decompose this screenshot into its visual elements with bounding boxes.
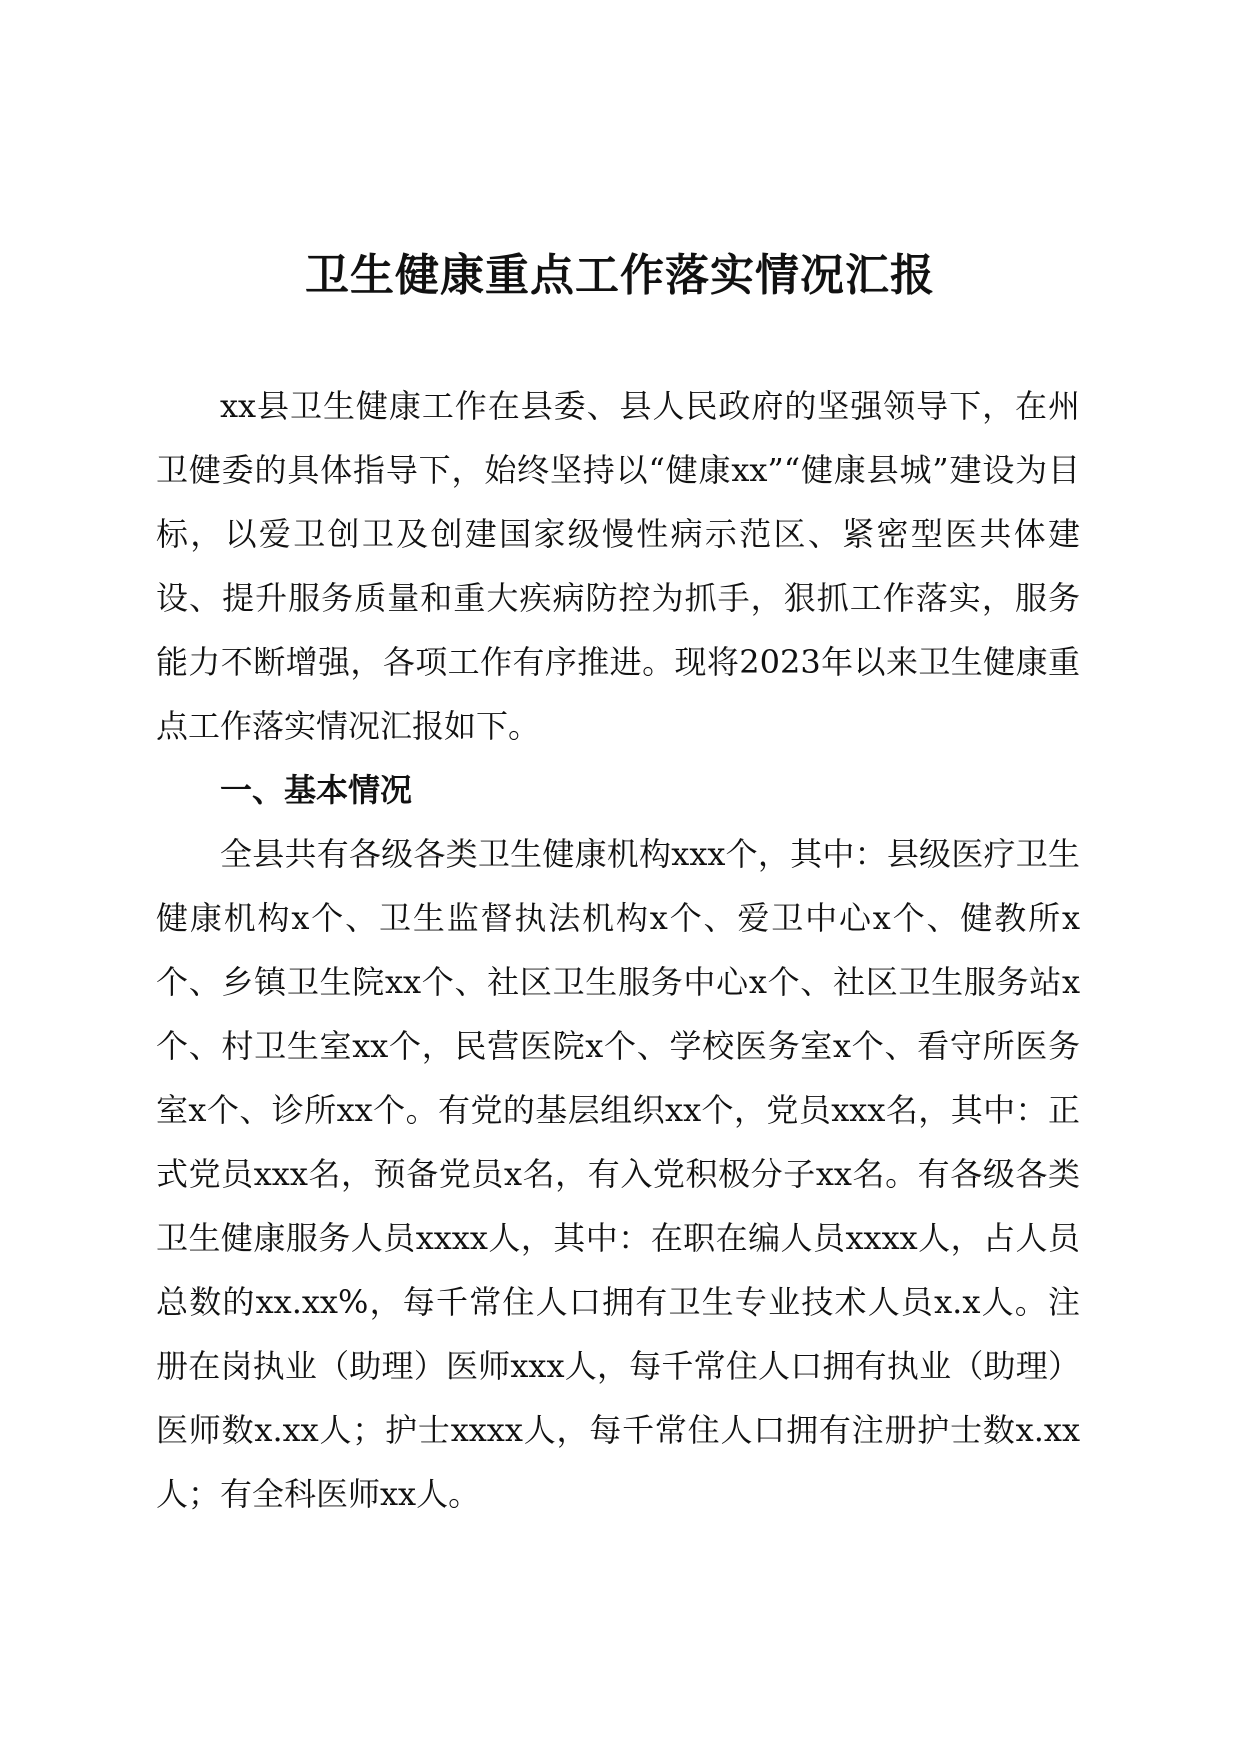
document-title: 卫生健康重点工作落实情况汇报 <box>305 250 935 301</box>
basic-situation-paragraph: 全县共有各级各类卫生健康机构xxx个，其中：县级医疗卫生健康机构x个、卫生监督执法机构x个、爱卫中心x个、健教所x个、乡镇卫生院xx个、社区卫生服务中心x个、社区卫生服务站x个、村卫生室xx个，民营医院x个、学校医务室x个、看守所医务室x个、诊所xx个。有党的基层组织xx个，党员xxx名，其中：正式党员xxx名，预备党员x名，有入党积极分子xx名。有各级各类卫生健康服务人员xxxx人，其中：在职在编人员xxxx人，占人员总数的xx.xx%，每千常住人口拥有卫生专业技术人员x.x人。注册在岗执业（助理）医师xxx人，每千常住人口拥有执业（助理）医师数x.xx人；护士xxxx人，每千常住人口拥有注册护士数x.xx人；有全科医师xx人。 <box>156 835 1080 1513</box>
intro-paragraph: xx县卫生健康工作在县委、县人民政府的坚强领导下，在州卫健委的具体指导下，始终坚持以“健康xx”“健康县城”建设为目标，以爱卫创卫及创建国家级慢性病示范区、紧密型医共体建设、提升服务质量和重大疾病防控为抓手，狠抓工作落实，服务能力不断增强，各项工作有序推进。现将2023年以来卫生健康重点工作落实情况汇报如下。 <box>156 387 1080 745</box>
section-heading-basic-situation: 一、基本情况 <box>220 771 413 809</box>
